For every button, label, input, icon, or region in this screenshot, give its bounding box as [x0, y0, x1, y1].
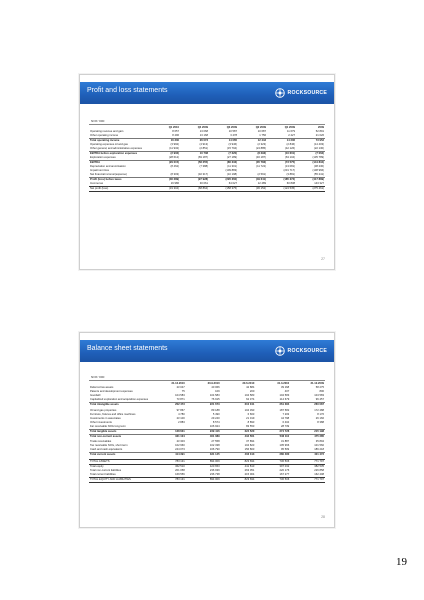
value-cell: 420 653	[209, 464, 220, 468]
period-header: 31.12.2009	[310, 381, 324, 385]
value-cell: 4 780	[178, 412, 185, 416]
row-label: Total tangible assets	[89, 429, 151, 434]
value-cell: 331 104	[151, 434, 186, 439]
value-cell: 8 388	[317, 420, 324, 424]
value-cell: (10 198)	[226, 173, 237, 176]
value-cell: 800	[319, 390, 324, 393]
row-label: Total current liabilities	[90, 472, 116, 476]
row-label: Operating expenses oil and gas	[90, 143, 128, 146]
value-cell: 220 176	[279, 468, 290, 472]
value-cell: 21 026	[315, 134, 324, 137]
value-cell: (86 333)	[209, 161, 238, 166]
value-cell: (231 717)	[283, 169, 295, 172]
value-cell: 35 894	[315, 440, 324, 443]
value-cell: (32 317)	[197, 173, 208, 176]
logo-text: ROCKSOURCE	[287, 348, 327, 354]
value-cell: 8 574	[212, 420, 220, 424]
row-label: Exploration expenses	[90, 156, 116, 159]
row-label: Impairment loss	[90, 169, 109, 172]
value-cell: 362 510	[175, 464, 185, 468]
value-cell: 10 687	[257, 130, 266, 133]
value-cell: 26 073	[180, 139, 209, 144]
row-label: Other operating income	[90, 134, 119, 137]
value-cell: 58 275	[315, 386, 324, 389]
value-cell: 8 893	[247, 420, 255, 424]
row-label: Income tax	[90, 182, 104, 185]
slide-page-number: 28	[321, 515, 325, 519]
row-label: EBITDA before exploration expenses	[89, 152, 151, 157]
value-cell: 2 427	[288, 134, 295, 137]
value-cell: 403 313	[221, 453, 256, 458]
period-header: 2009	[318, 125, 324, 129]
rocksource-mark-icon	[275, 88, 285, 98]
value-cell: 96 457	[315, 398, 324, 401]
value-cell: 104 583	[244, 394, 255, 397]
value-cell: (226 360)	[209, 178, 238, 183]
rocksource-logo	[275, 346, 327, 356]
row-label: Furniture, fixtures and office machines	[90, 412, 136, 416]
value-cell: 76 915	[211, 398, 220, 401]
value-cell: 226 858	[314, 468, 324, 472]
value-cell: 104 583	[314, 394, 324, 397]
value-cell: (2 902)	[151, 152, 180, 157]
value-cell: 44 798	[280, 416, 290, 420]
rocksource-logo	[275, 88, 327, 98]
value-cell: 29 240	[211, 416, 220, 420]
row-label: Net profit (loss)	[89, 187, 151, 192]
value-cell: (15 794)	[226, 147, 237, 150]
value-cell: 236 939	[209, 468, 220, 472]
value-cell: 104 823	[244, 444, 255, 447]
value-cell: 166 790	[209, 448, 220, 451]
row-label: Trade receivables	[90, 440, 112, 443]
value-cell: 202 473	[151, 403, 186, 408]
value-cell: 239 416	[186, 429, 221, 434]
row-label: Operating revenue and gain	[90, 130, 124, 133]
row-label: Other investments	[90, 420, 112, 424]
value-cell: 263 051	[244, 468, 255, 472]
value-cell: 280 480	[255, 453, 290, 458]
value-cell: 8 176	[317, 412, 324, 416]
value-cell: 441 813	[244, 464, 255, 468]
value-cell: (46 187)	[255, 156, 266, 159]
value-cell: 221 673	[186, 403, 221, 408]
pl-table-wrap	[89, 119, 325, 192]
value-cell: (2 323)	[257, 143, 266, 146]
unit-label: NOK '000	[89, 119, 325, 125]
value-cell: (35 783)	[238, 161, 267, 166]
value-cell: 414 391	[151, 453, 186, 458]
row-label: Net financial income/(expense)	[90, 173, 127, 176]
value-cell: 114 679	[279, 398, 290, 401]
value-cell: (36 152)	[238, 187, 267, 192]
value-cell: 172 488	[314, 408, 324, 412]
value-cell: 14 065	[209, 139, 238, 144]
unit-label: NOK '000	[89, 375, 325, 381]
value-cell: 401 472	[290, 453, 325, 458]
value-cell: 89 188	[211, 408, 220, 412]
value-cell: (73 575)	[267, 161, 296, 166]
row-label: Total operating income	[89, 139, 151, 144]
value-cell: 187 582	[279, 408, 290, 412]
slide-profit-and-loss	[79, 74, 335, 270]
value-cell: 104 583	[175, 394, 185, 397]
row-label: Other general, and administrative expenses	[90, 147, 142, 150]
row-label: Investments in associates	[90, 416, 121, 420]
value-cell: 224 520	[221, 429, 256, 434]
value-cell: 156 803	[244, 448, 255, 451]
row-label: Oil and gas properties	[90, 408, 117, 412]
row-label: Profit (loss) before taxes	[89, 178, 151, 183]
value-cell: 13 168	[199, 134, 208, 137]
value-cell: 783 131	[151, 459, 186, 464]
value-cell: (3 881)	[286, 173, 295, 176]
value-cell: 30 061	[199, 182, 208, 185]
value-cell: 143 327	[314, 182, 324, 185]
row-label: Depreciation and amortisation	[90, 165, 126, 168]
value-cell: 407	[284, 390, 290, 393]
value-cell: (97 928)	[180, 178, 209, 183]
value-cell: 771 797	[290, 459, 325, 464]
value-cell: (11 932)	[169, 147, 179, 150]
value-cell: (38 230)	[313, 165, 324, 168]
value-cell: 104 583	[279, 394, 290, 397]
value-cell: 210 041	[221, 403, 256, 408]
period-header: Q1 2009	[284, 125, 295, 129]
value-cell: (49 641)	[238, 178, 267, 183]
value-cell: 162 408	[314, 472, 324, 476]
row-label: EBITDA	[89, 161, 151, 166]
value-cell: 8 657	[172, 130, 179, 133]
value-cell: (124 535)	[267, 187, 296, 192]
value-cell: 60 838	[286, 182, 295, 185]
value-cell: 14 206	[267, 139, 296, 144]
value-cell: (138 966)	[312, 169, 324, 172]
value-cell: 62 374	[246, 398, 255, 401]
value-cell: 42 884	[246, 386, 255, 389]
value-cell: 105 966	[279, 444, 290, 447]
period-header: Q3 2009	[226, 125, 237, 129]
period-header: Q4 2009	[197, 125, 208, 129]
value-cell: 104 583	[209, 394, 220, 397]
value-cell: (275 461)	[296, 187, 325, 192]
value-cell: (4 913)	[199, 143, 208, 146]
period-header: Q2 2009	[255, 125, 266, 129]
value-cell: 201 058	[175, 468, 185, 472]
value-cell: 475 285	[290, 434, 325, 439]
row-label: TOTAL EQUITY AND LIABILITIES	[89, 477, 151, 482]
value-cell: 736 506	[255, 477, 290, 482]
value-cell: (55 241)	[313, 173, 324, 176]
bs-table	[89, 381, 325, 483]
value-cell: (7 388)	[199, 165, 208, 168]
period-header: 31.12.2010	[171, 381, 185, 385]
value-cell: 3 478	[230, 134, 237, 137]
value-cell: (3 946)	[228, 143, 237, 146]
value-cell: 23 303	[176, 440, 185, 443]
value-cell: (2 591)	[257, 173, 266, 176]
value-cell: 434 561	[221, 434, 256, 439]
row-label: Cash and cash equivalents	[90, 448, 123, 451]
value-cell: 10 708	[180, 152, 209, 157]
value-cell: (68 864)	[180, 187, 209, 192]
value-cell: 261 384	[255, 403, 290, 408]
table-row	[89, 147, 325, 152]
value-cell: 894 009	[186, 459, 221, 464]
value-cell: 27 558	[211, 440, 220, 443]
value-cell: 97 867	[176, 408, 185, 412]
row-label: Patents and development expenses	[90, 390, 133, 393]
value-cell: 8 496	[172, 134, 179, 137]
slide-page-number: 27	[321, 257, 325, 261]
value-cell: (158 375)	[209, 187, 238, 192]
value-cell: (185 372)	[267, 178, 296, 183]
value-cell: 73 871	[176, 398, 185, 401]
row-label: Total current assets	[89, 453, 151, 458]
value-cell: (144 834)	[296, 161, 325, 166]
period-header: 31.3.2010	[277, 381, 290, 385]
value-cell: (8 293)	[238, 152, 267, 157]
value-cell: 274 726	[255, 429, 290, 434]
period-header: Q1 2010	[168, 125, 179, 129]
value-cell: 5 490	[212, 412, 220, 416]
value-cell: (11 722)	[256, 165, 266, 168]
value-cell: 16 330	[151, 139, 180, 144]
value-cell: 236 738	[209, 472, 220, 476]
value-cell: (29 015)	[151, 161, 180, 166]
value-cell: 37 894	[246, 440, 255, 443]
value-cell: 104 393	[244, 408, 255, 412]
value-cell: 26 166	[315, 416, 324, 420]
row-label: Total non-current liabilities	[90, 468, 122, 472]
value-cell: (8 303)	[170, 173, 179, 176]
logo-text: ROCKSOURCE	[287, 90, 327, 96]
value-cell: 6 663	[247, 412, 255, 416]
row-label: TOTAL ASSETS	[89, 459, 151, 464]
row-label: Goodwill	[90, 394, 101, 397]
table-row	[89, 173, 325, 178]
value-cell: (7 062)	[296, 152, 325, 157]
row-label: Far receivable NOG long term	[90, 424, 126, 428]
value-cell: (27 189)	[226, 156, 237, 159]
value-cell: 1 756	[259, 134, 266, 137]
value-cell: (58 255)	[180, 161, 209, 166]
value-cell: 102 338	[209, 444, 220, 447]
value-cell: 771 797	[290, 477, 325, 482]
row-label: Deferred tax assets	[90, 386, 114, 389]
value-cell: 7 203	[282, 412, 290, 416]
value-cell: 13 068	[199, 130, 208, 133]
value-cell: 167 277	[279, 472, 290, 476]
value-cell: 461 089	[186, 434, 221, 439]
value-cell: 823 694	[221, 459, 256, 464]
value-cell: 52 891	[315, 130, 324, 133]
slide-title: Balance sheet statements	[87, 345, 168, 352]
value-cell: 536 110	[255, 434, 290, 439]
row-label: Total intangible assets	[89, 403, 151, 408]
value-cell: 736 506	[255, 459, 290, 464]
value-cell: 6 404	[282, 420, 290, 424]
value-cell: 109	[215, 390, 220, 393]
value-cell: (19 304)	[151, 187, 180, 192]
value-cell: (417 889)	[296, 178, 325, 183]
value-cell: (2 846)	[286, 143, 295, 146]
value-cell: 894 009	[186, 477, 221, 482]
value-cell: 40 066	[211, 386, 220, 389]
value-cell: (109 883)	[225, 169, 237, 172]
table-row	[89, 187, 325, 192]
value-cell: 31 887	[280, 440, 290, 443]
rocksource-mark-icon	[275, 346, 285, 356]
bs-table-wrap	[89, 375, 325, 483]
value-cell: 83 553	[246, 424, 255, 428]
slide-balance-sheet	[79, 332, 335, 528]
value-cell: (69 187)	[197, 156, 208, 159]
value-cell: 11 679	[286, 130, 295, 133]
value-cell: 102 960	[175, 444, 185, 447]
value-cell: 128 631	[151, 429, 186, 434]
period-header: 30.6.2010	[242, 381, 255, 385]
value-cell: 2 883	[178, 420, 185, 424]
value-cell: (22 130)	[313, 147, 324, 150]
period-header: 30.9.2010	[207, 381, 220, 385]
value-cell: 186 218	[314, 448, 324, 451]
value-cell: 783 131	[151, 477, 186, 482]
value-cell: 10 587	[228, 130, 237, 133]
value-cell: 95 509	[280, 448, 290, 451]
row-label: Total non-current assets	[89, 434, 151, 439]
value-cell: (3 992)	[170, 143, 179, 146]
value-cell: 12 489	[257, 182, 266, 185]
value-cell: 397 032	[279, 464, 290, 468]
value-cell: (11 301)	[227, 165, 237, 168]
value-cell: 260 087	[290, 403, 325, 408]
value-cell: (10 601)	[267, 152, 296, 157]
value-cell: 16 986	[170, 182, 179, 185]
value-cell: (14 403)	[313, 143, 324, 146]
value-cell: 169 556	[175, 472, 185, 476]
value-cell: (2 851)	[199, 147, 208, 150]
value-cell: 73 952	[296, 139, 325, 144]
value-cell: 12 443	[238, 139, 267, 144]
value-cell: (28 612)	[168, 156, 179, 159]
value-cell: 823 694	[221, 477, 256, 482]
table-row	[89, 477, 325, 482]
value-cell: 21 019	[246, 416, 255, 420]
value-cell: 23 100	[176, 416, 185, 420]
value-cell: 331 145	[186, 453, 221, 458]
value-cell: (135 789)	[312, 156, 324, 159]
value-cell: (24 885)	[255, 147, 266, 150]
value-cell: 215 198	[290, 429, 325, 434]
value-cell: (8 462)	[170, 165, 179, 168]
value-cell: 64 027	[228, 182, 237, 185]
value-cell: 200	[249, 390, 255, 393]
value-cell: 75	[181, 390, 185, 393]
value-cell: 101 560	[314, 444, 324, 447]
row-label: Tax receivable NOG, short term	[90, 444, 128, 447]
value-cell: 28 739	[280, 424, 290, 428]
value-cell: (63 104)	[284, 156, 295, 159]
page-folio: 19	[396, 556, 407, 568]
row-label: Capitalized exploration and acquisition expenses	[90, 398, 149, 401]
slide-banner	[80, 82, 334, 104]
value-cell: (13 081)	[284, 165, 295, 168]
value-cell: 39 168	[280, 386, 290, 389]
value-cell: (42 126)	[284, 147, 295, 150]
value-cell: 215 004	[244, 472, 255, 476]
value-cell: 106 924	[209, 424, 220, 428]
row-label: Total equity	[90, 464, 104, 468]
slide-title: Profit and loss statements	[87, 87, 168, 94]
value-cell: 23 047	[176, 386, 185, 389]
slide-banner	[80, 340, 334, 362]
value-cell: (7 220)	[209, 152, 238, 157]
pl-table	[89, 125, 325, 192]
value-cell: 244 073	[175, 448, 185, 451]
value-cell: 382 535	[314, 464, 324, 468]
value-cell: (36 289)	[151, 178, 180, 183]
